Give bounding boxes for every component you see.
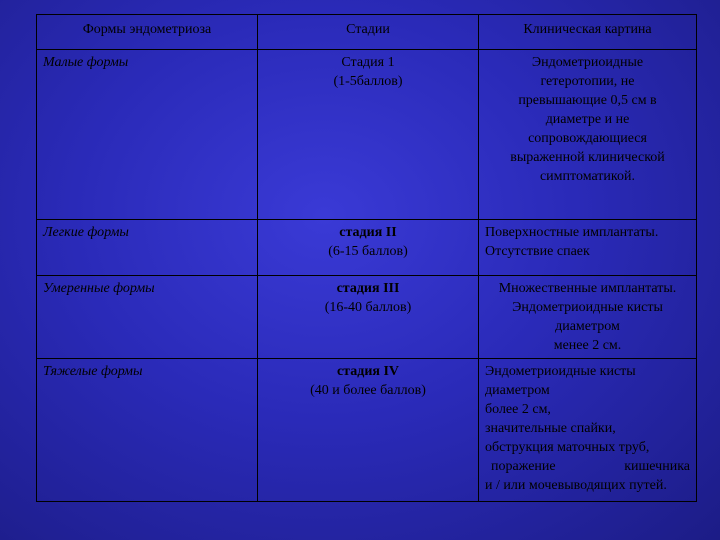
table-row <box>37 359 697 502</box>
stage-name: стадия IV <box>336 364 400 379</box>
clinical-cell <box>479 220 697 276</box>
clinical-line: диаметром <box>555 319 620 334</box>
table-row <box>37 220 697 276</box>
stage-name: стадия II <box>339 225 397 240</box>
stage-cell <box>258 276 479 359</box>
clinical-line: диаметре и не <box>545 112 630 127</box>
clinical-line: Множественные имплантаты. <box>498 281 677 296</box>
clinical-line: Поверхностные имплантаты. <box>485 225 659 240</box>
header-clinical: Клиническая картина <box>479 15 697 50</box>
stage-score: (1-5баллов) <box>333 74 403 89</box>
clinical-cell <box>479 276 697 359</box>
clinical-line: диаметром <box>485 383 550 398</box>
form-cell: Малые формы <box>37 50 258 220</box>
table-row <box>37 50 697 220</box>
stage-name: стадия III <box>336 281 400 296</box>
clinical-cell <box>479 50 697 220</box>
clinical-line: значительные спайки, <box>485 421 616 436</box>
clinical-line: поражение кишечника <box>491 459 690 474</box>
stage-name: Стадия 1 <box>341 55 395 70</box>
clinical-line: гетеротопии, не <box>540 74 635 89</box>
clinical-line: превышающие 0,5 см в <box>518 93 657 108</box>
clinical-line: обструкция маточных труб, <box>485 440 650 455</box>
clinical-line: сопровождающиеся <box>528 131 647 146</box>
form-cell: Легкие формы <box>37 220 258 276</box>
stage-score: (40 и более баллов) <box>310 383 426 398</box>
stage-cell <box>258 220 479 276</box>
form-cell: Умеренные формы <box>37 276 258 359</box>
stage-score: (16-40 баллов) <box>324 300 412 315</box>
clinical-line: более 2 см, <box>485 402 551 417</box>
clinical-line: менее 2 см. <box>553 338 622 353</box>
stage-cell <box>258 359 479 502</box>
clinical-cell <box>479 359 697 502</box>
form-cell: Тяжелые формы <box>37 359 258 502</box>
header-forms: Формы эндометриоза <box>37 15 258 50</box>
clinical-line: Отсутствие спаек <box>485 244 590 259</box>
clinical-line: выраженной клинической <box>510 150 665 165</box>
clinical-line: симптоматикой. <box>539 169 636 184</box>
endometriosis-table <box>36 14 697 502</box>
clinical-line: Эндометриоидные <box>531 55 644 70</box>
stage-score: (6-15 баллов) <box>328 244 408 259</box>
header-row <box>37 15 697 50</box>
table-row <box>37 276 697 359</box>
clinical-line: Эндометриоидные кисты <box>512 300 663 315</box>
stage-cell <box>258 50 479 220</box>
clinical-line: и / или мочевыводящих путей. <box>485 478 667 493</box>
clinical-line: Эндометриоидные кисты <box>485 364 636 379</box>
header-stages: Стадии <box>258 15 479 50</box>
